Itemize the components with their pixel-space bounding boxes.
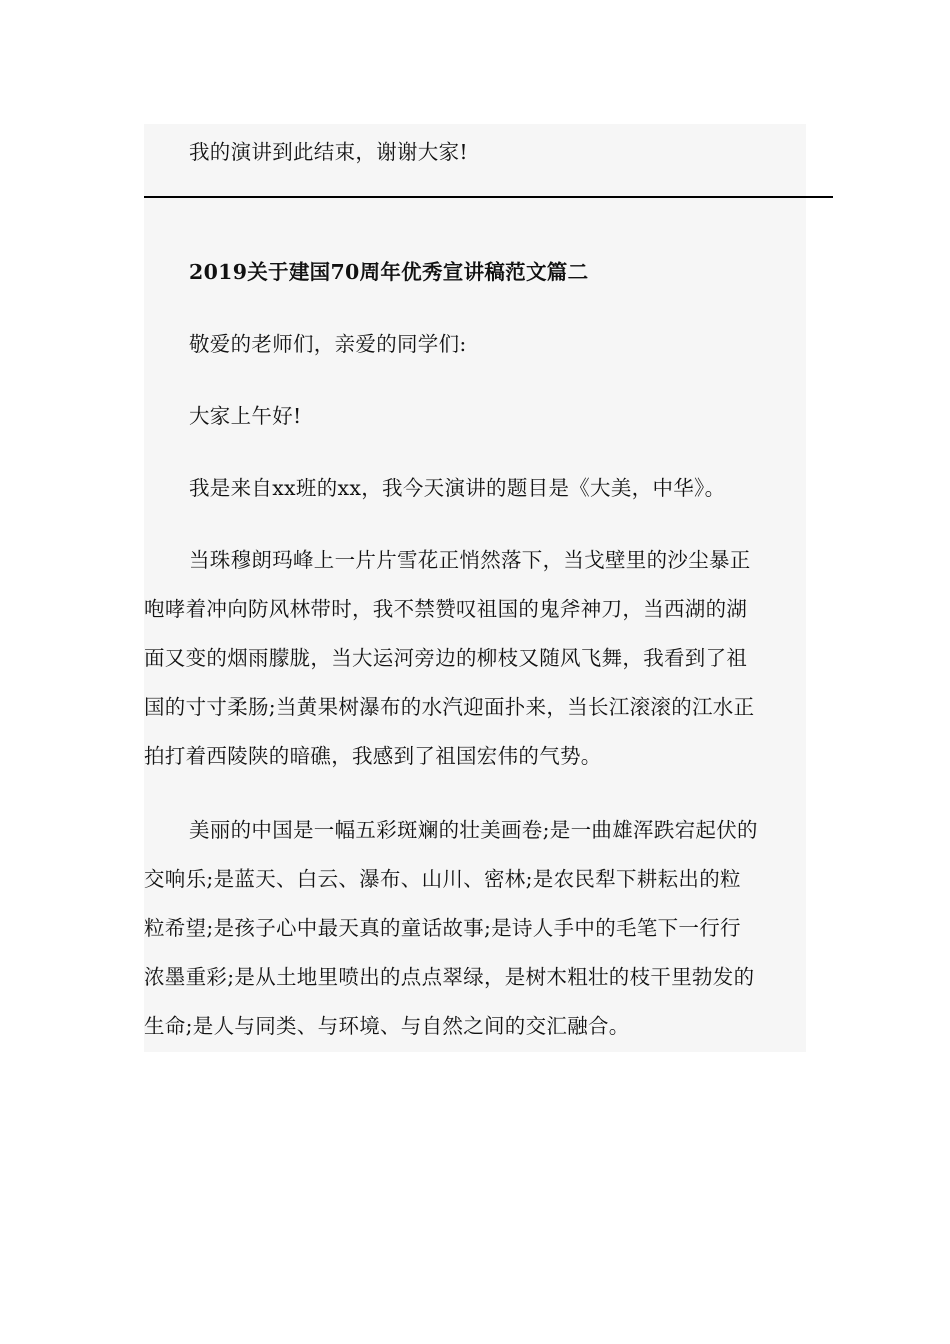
paragraph-1-line: 拍打着西陵陕的暗礁，我感到了祖国宏伟的气势。 — [144, 744, 602, 768]
paragraph-1-line: 面又变的烟雨朦胧，当大运河旁边的柳枝又随风飞舞，我看到了祖 — [144, 646, 748, 670]
closing-line: 我的演讲到此结束，谢谢大家! — [189, 140, 468, 164]
greeting: 大家上午好! — [189, 404, 302, 428]
paragraph-1-line: 当珠穆朗玛峰上一片片雪花正悄然落下，当戈壁里的沙尘暴正 — [189, 548, 751, 572]
paragraph-2-line: 浓墨重彩;是从土地里喷出的点点翠绿，是树木粗壮的枝干里勃发的 — [144, 965, 755, 989]
paragraph-2-line: 粒希望;是孩子心中最天真的童话故事;是诗人手中的毛笔下一行行 — [144, 916, 741, 940]
salutation: 敬爱的老师们，亲爱的同学们: — [189, 332, 467, 356]
paragraph-1-line: 国的寸寸柔肠;当黄果树瀑布的水汽迎面扑来，当长江滚滚的江水正 — [144, 695, 755, 719]
paragraph-2-line: 生命;是人与同类、与环境、与自然之间的交汇融合。 — [144, 1014, 630, 1038]
paragraph-1-line: 咆哮着冲向防风林带时，我不禁赞叹祖国的鬼斧神刀，当西湖的湖 — [144, 597, 748, 621]
document-body — [144, 124, 806, 1052]
horizontal-divider — [144, 196, 833, 198]
paragraph-2-line: 美丽的中国是一幅五彩斑斓的壮美画卷;是一曲雄浑跌宕起伏的 — [189, 818, 758, 842]
paragraph-2-line: 交响乐;是蓝天、白云、瀑布、山川、密林;是农民犁下耕耘出的粒 — [144, 867, 741, 891]
section-title: 2019关于建国70周年优秀宣讲稿范文篇二 — [189, 260, 589, 284]
intro-line: 我是来自xx班的xx，我今天演讲的题目是《大美，中华》。 — [189, 476, 726, 500]
